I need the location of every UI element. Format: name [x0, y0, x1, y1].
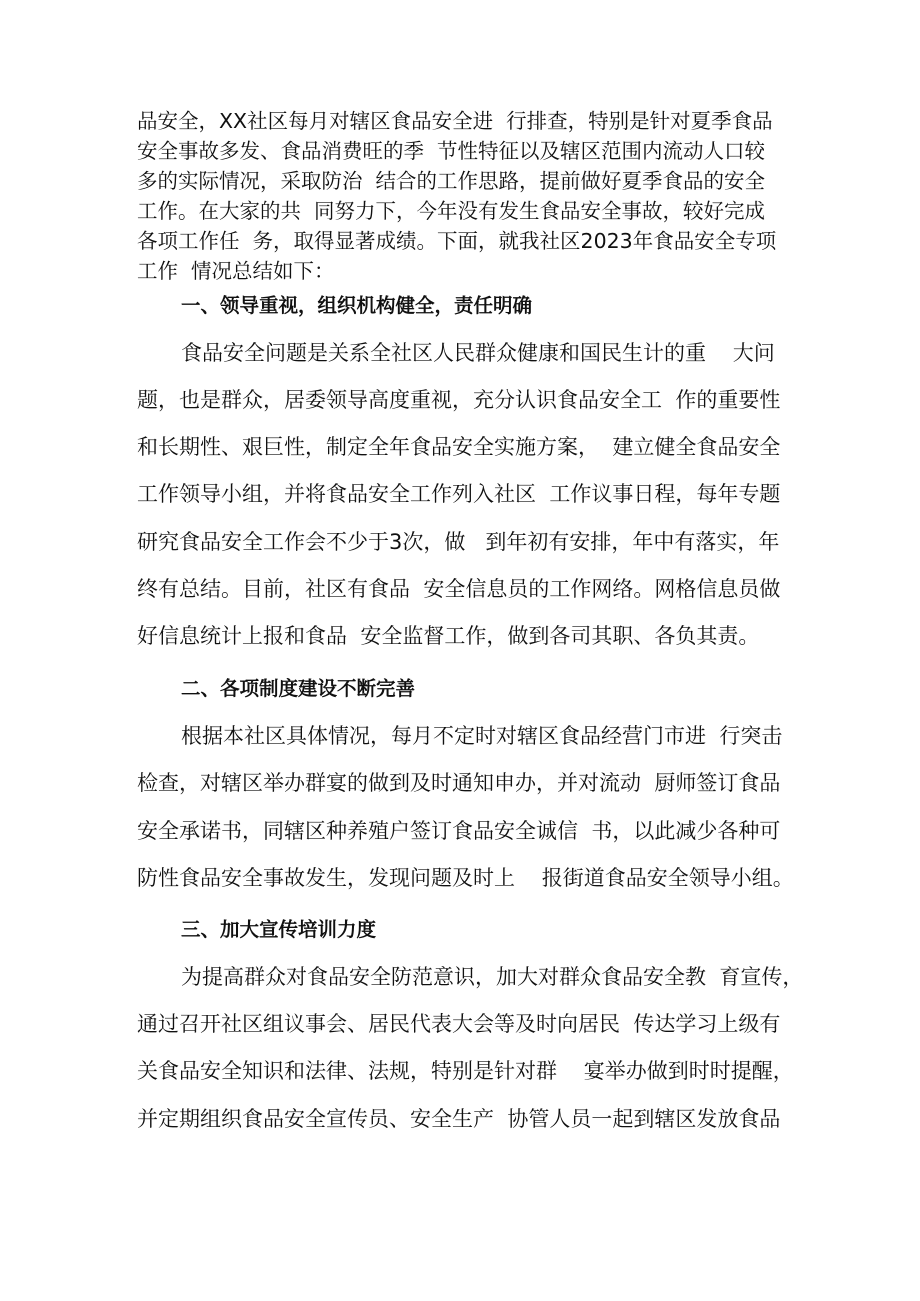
section-line: 好信息统计上报和食品 安全监督工作，做到各司其职、各负其责。 [137, 624, 760, 648]
section-line: 工作领导小组，并将食品安全工作列入社区 工作议事日程，每年专题 [137, 482, 781, 506]
section-line: 关食品安全知识和法律、法规，特别是针对群 宴举办做到时时提醒， [137, 1059, 794, 1083]
section-line: 检查，对辖区举办群宴的做到及时通知申办，并对流动 厨师签订食品 [137, 771, 781, 795]
section-line: 研究食品安全工作会不少于3次，做 到年初有安排，年中有落实，年 [137, 530, 780, 554]
intro-line: 工作。在大家的共 同努力下，今年没有发生食品安全事故，较好完成 [137, 199, 766, 223]
intro-line: 安全事故多发、食品消费旺的季 节性特征以及辖区范围内流动人口较 [137, 139, 766, 163]
section-line: 并定期组织食品安全宣传员、安全生产 协管人员一起到辖区发放食品 [137, 1107, 781, 1131]
section-line: 安全承诺书，同辖区种养殖户签订食品安全诚信 书，以此减少各种可 [137, 819, 781, 843]
intro-line: 多的实际情况，采取防治 结合的工作思路，提前做好夏季食品的安全 [137, 169, 766, 193]
section-heading: 三、加大宣传培训力度 [181, 918, 377, 941]
intro-line: 各项工作任 务，取得显著成绩。下面，就我社区2023年食品安全专项 [137, 229, 777, 253]
section-line: 为提高群众对食品安全防范意识，加大对群众食品安全教 育宣传， [181, 965, 804, 989]
section-line: 终有总结。目前，社区有食品 安全信息员的工作网络。网格信息员做 [137, 577, 781, 601]
section-line: 防性食品安全事故发生，发现问题及时上 报街道食品安全领导小组。 [137, 866, 794, 890]
intro-line: 品安全，XX社区每月对辖区食品安全进 行排查，特别是针对夏季食品 [137, 109, 773, 133]
section-heading: 二、各项制度建设不断完善 [181, 677, 416, 700]
section-line: 通过召开社区组议事会、居民代表大会等及时向居民 传达学习上级有 [137, 1012, 781, 1036]
section-line: 食品安全问题是关系全社区人民群众健康和国民生计的重 大问 [181, 341, 775, 365]
section-line: 和长期性、艰巨性，制定全年食品安全实施方案， 建立健全食品安全 [137, 435, 781, 459]
section-heading: 一、领导重视，组织机构健全，责任明确 [181, 294, 533, 317]
intro-line: 工作 情况总结如下： [137, 259, 335, 283]
section-line: 根据本社区具体情况，每月不定时对辖区食品经营门市进 行突击 [181, 724, 783, 748]
section-line: 题，也是群众，居委领导高度重视，充分认识食品安全工 作的重要性 [137, 388, 781, 412]
